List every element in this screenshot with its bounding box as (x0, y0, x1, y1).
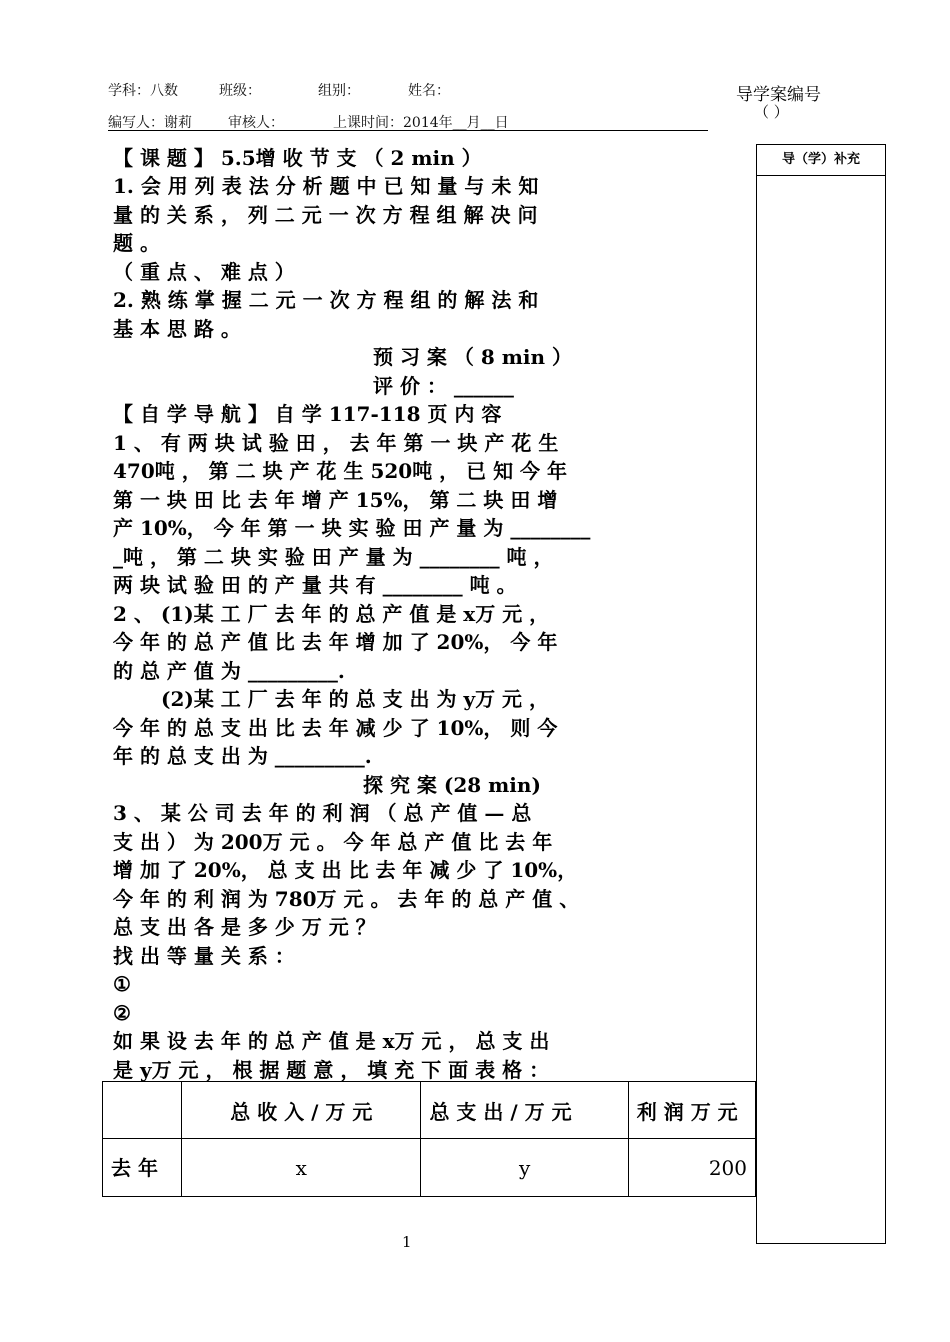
equality-item-2: ② (113, 1001, 131, 1025)
supplement-title: 导（学）补充 (757, 145, 885, 176)
page-number: 1 (402, 1233, 412, 1251)
table-header-row (103, 1082, 756, 1139)
question-line: 今 年 的 利 润 为 780万 元 。 去 年 的 总 产 值 、 (113, 887, 580, 911)
question-line: 1 、 有 两 块 试 验 田 ， 去 年 第 一 块 产 花 生 (113, 431, 559, 455)
table-header-cell: 总 支 出 / 万 元 (421, 1082, 628, 1139)
table-header-cell: 总 收 入 / 万 元 (182, 1082, 421, 1139)
goal-line: 题 。 (113, 231, 160, 255)
case-code-value: （ ） (754, 103, 789, 121)
goal-line: 基 本 思 路 。 (113, 317, 241, 341)
preview-heading: 预 习 案 （ 8 min ） (373, 345, 572, 369)
topic-line: 【 课 题 】 5.5增 收 节 支 （ 2 min ） (113, 146, 482, 170)
class-label: 班级： (219, 83, 261, 99)
self-study-line: 【 自 学 导 航 】 自 学 117-118 页 内 容 (113, 402, 502, 426)
question-line: 今 年 的 总 产 值 比 去 年 增 加 了 20%， 今 年 (113, 630, 558, 654)
name-label: 姓名： (408, 83, 450, 99)
goal-line: 1. 会 用 列 表 法 分 析 题 中 已 知 量 与 未 知 (113, 174, 539, 198)
subject-label: 学科：八数 (108, 83, 178, 99)
case-code-label: 导学案编号 (736, 85, 821, 105)
key-point-line: （ 重 点 、 难 点 ） (113, 260, 295, 284)
evaluation-line: 评 价 ： ______ (373, 374, 514, 398)
class-time-label: 上课时间：2014年__月__日 (333, 115, 509, 131)
question-line: 总 支 出 各 是 多 少 万 元 ？ (113, 915, 376, 939)
table-cell: y (421, 1139, 628, 1197)
writer-label: 编写人：谢莉 (108, 115, 192, 131)
explore-heading: 探 究 案 (28 min) (363, 773, 541, 797)
equality-item-1: ① (113, 972, 131, 996)
table-header-cell: 利 润 万 元 (628, 1082, 755, 1139)
question-line: (2)某 工 厂 去 年 的 总 支 出 为 y万 元 ， (161, 687, 550, 711)
table-cell: 200 (628, 1139, 755, 1197)
question-line: 支 出 ） 为 200万 元 。 今 年 总 产 值 比 去 年 (113, 830, 553, 854)
goal-line: 2. 熟 练 掌 握 二 元 一 次 方 程 组 的 解 法 和 (113, 288, 539, 312)
question-line: _吨 ， 第 二 块 实 验 田 产 量 为 ________ 吨 ， (113, 545, 554, 569)
question-line: 增 加 了 20%， 总 支 出 比 去 年 减 少 了 10%， (113, 858, 578, 882)
question-line: 的 总 产 值 为 _________. (113, 659, 345, 683)
group-label: 组别： (318, 83, 360, 99)
supplement-column (756, 144, 886, 1244)
header-rule (108, 130, 708, 131)
table-row-label: 去 年 (103, 1139, 182, 1197)
question-line: 2 、 (1)某 工 厂 去 年 的 总 产 值 是 x万 元 ， (113, 602, 550, 626)
question-line: 年 的 总 支 出 为 _________. (113, 744, 372, 768)
table-cell: x (182, 1139, 421, 1197)
reviewer-label: 审核人： (228, 115, 284, 131)
question-line: 两 块 试 验 田 的 产 量 共 有 ________ 吨 。 (113, 573, 517, 597)
equality-prompt: 找 出 等 量 关 系 ： (113, 944, 295, 968)
goal-line: 量 的 关 系 ， 列 二 元 一 次 方 程 组 解 决 问 (113, 203, 538, 227)
question-line: 如 果 设 去 年 的 总 产 值 是 x万 元 ， 总 支 出 (113, 1029, 550, 1053)
data-table (102, 1081, 756, 1197)
question-line: 产 10%， 今 年 第 一 块 实 验 田 产 量 为 ________ (113, 516, 591, 540)
question-line: 3 、 某 公 司 去 年 的 利 润 （ 总 产 值 — 总 (113, 801, 532, 825)
question-line: 是 y万 元 ， 根 据 题 意 ， 填 充 下 面 表 格 ： (113, 1058, 550, 1082)
table-header-cell (103, 1082, 182, 1139)
question-line: 470吨 ， 第 二 块 产 花 生 520吨 ， 已 知 今 年 (113, 459, 568, 483)
question-line: 第 一 块 田 比 去 年 增 产 15%， 第 二 块 田 增 (113, 488, 558, 512)
table-row (103, 1139, 756, 1197)
question-line: 今 年 的 总 支 出 比 去 年 减 少 了 10%， 则 今 (113, 716, 558, 740)
